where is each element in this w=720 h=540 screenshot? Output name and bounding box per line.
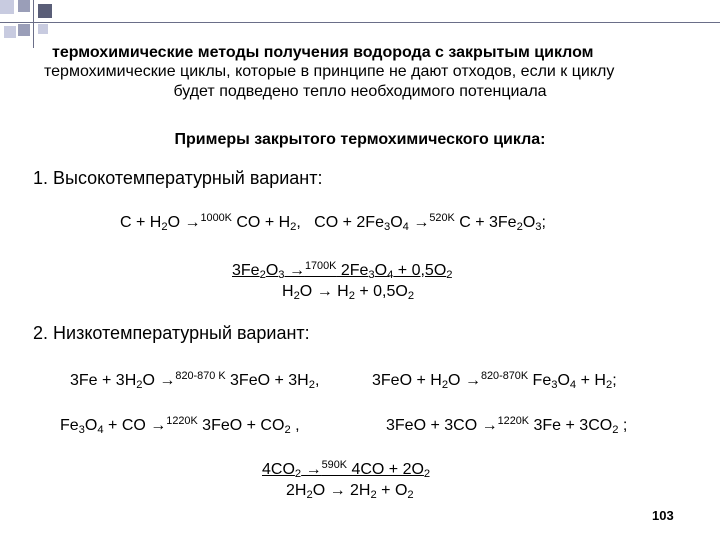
corner-square-decoration — [38, 4, 52, 18]
corner-square-decoration — [18, 24, 30, 36]
header-divider — [0, 22, 720, 23]
corner-square-decoration — [4, 26, 16, 38]
examples-heading: Примеры закрытого термохимического цикла: — [174, 131, 546, 148]
reaction-low-2a: $Fe_3O_4$ + CO →$^{1220K}$ $3FeO + CO_2$ , — [60, 415, 300, 436]
slide-title: термохимические методы получения водорода с закрытым циклом — [52, 44, 594, 61]
intro-line-2: будет подведено тепло необходимого потенциала — [173, 83, 547, 100]
reaction-high-2: $3Fe_2O_3 \to^{1700K}$ $2Fe_3O_4 + 0,5O_2$ — [232, 260, 453, 281]
intro-line-1: термохимические циклы, которые в принципе не дают отходов, если к циклу — [44, 63, 615, 80]
reaction-low-1b: $3FeO + H_2O \to^{820-870K}$ $Fe_3O_4 + H_2$; — [372, 370, 617, 391]
section-low-temperature: 2. Низкотемпературный вариант: — [33, 323, 310, 343]
reaction-low-1a: $3Fe + 3H_2O \to^{820-870 K}$ $3FeO + 3H_2$, — [70, 370, 320, 391]
reaction-low-2b: 3FeO + 3CO →$^{1220K}$ $3Fe + 3CO_2$ ; — [386, 415, 628, 436]
reaction-low-3: $4CO_2 \to^{590K}$ $4CO + 2O_2$ — [262, 459, 431, 480]
section-high-temperature: 1. Высокотемпературный вариант: — [33, 168, 323, 188]
page-number: 103 — [652, 508, 674, 523]
corner-square-decoration — [18, 0, 30, 12]
corner-square-decoration — [38, 24, 48, 34]
reaction-high-3: $H_2O \to H_2 + 0,5O_2$ — [282, 283, 415, 302]
header-vertical-divider — [33, 0, 34, 48]
corner-square-decoration — [0, 0, 14, 14]
reaction-high-1: $C + H_2O \to^{1000K}$ CO + $H_2$, CO + $2Fe_3O_4 \to^{520K}$ $C + 3Fe_2O_3$; — [120, 212, 546, 233]
reaction-low-4: $2H_2O \to 2H_2 + O_2$ — [286, 482, 414, 501]
